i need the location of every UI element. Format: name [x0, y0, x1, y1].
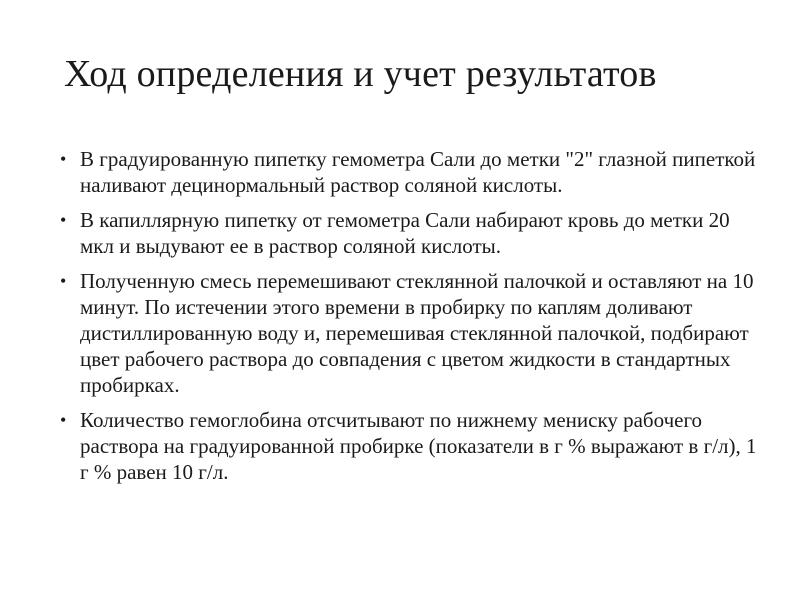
bullet-item [60, 146, 760, 198]
bullet-item [60, 407, 760, 485]
bullet-text: В градуированную пипетку гемометра Сали до метки "2" глазной пипеткой наливают децинормальный раствор соляной кислоты. [80, 147, 756, 197]
slide-title: Ход определения и учет результатов [64, 53, 657, 95]
bullet-marker: • [60, 410, 67, 430]
bullet-marker: • [60, 149, 67, 169]
bullet-marker: • [60, 210, 67, 230]
bullet-text: В капиллярную пипетку от гемометра Сали набирают кровь до метки 20 мкл и выдувают ее в раствор соляной кислоты. [80, 208, 730, 258]
bullet-text: Количество гемоглобина отсчитывают по нижнему мениску рабочего раствора на градуированной пробирке (показатели в г % выражают в г/л), 1 г % равен 10 г/л. [80, 408, 757, 484]
bullet-marker: • [60, 271, 67, 291]
bullet-list [60, 146, 760, 494]
bullet-item [60, 268, 760, 398]
bullet-item [60, 207, 760, 259]
bullet-text: Полученную смесь перемешивают стеклянной палочкой и оставляют на 10 минут. По истечении этого времени в пробирку по каплям доливают дистиллированную воду и, перемешивая стеклянной палочкой, подбирают цвет рабочего раствора до совпадения с цветом жидкости в стандартных пробирках. [80, 269, 754, 397]
